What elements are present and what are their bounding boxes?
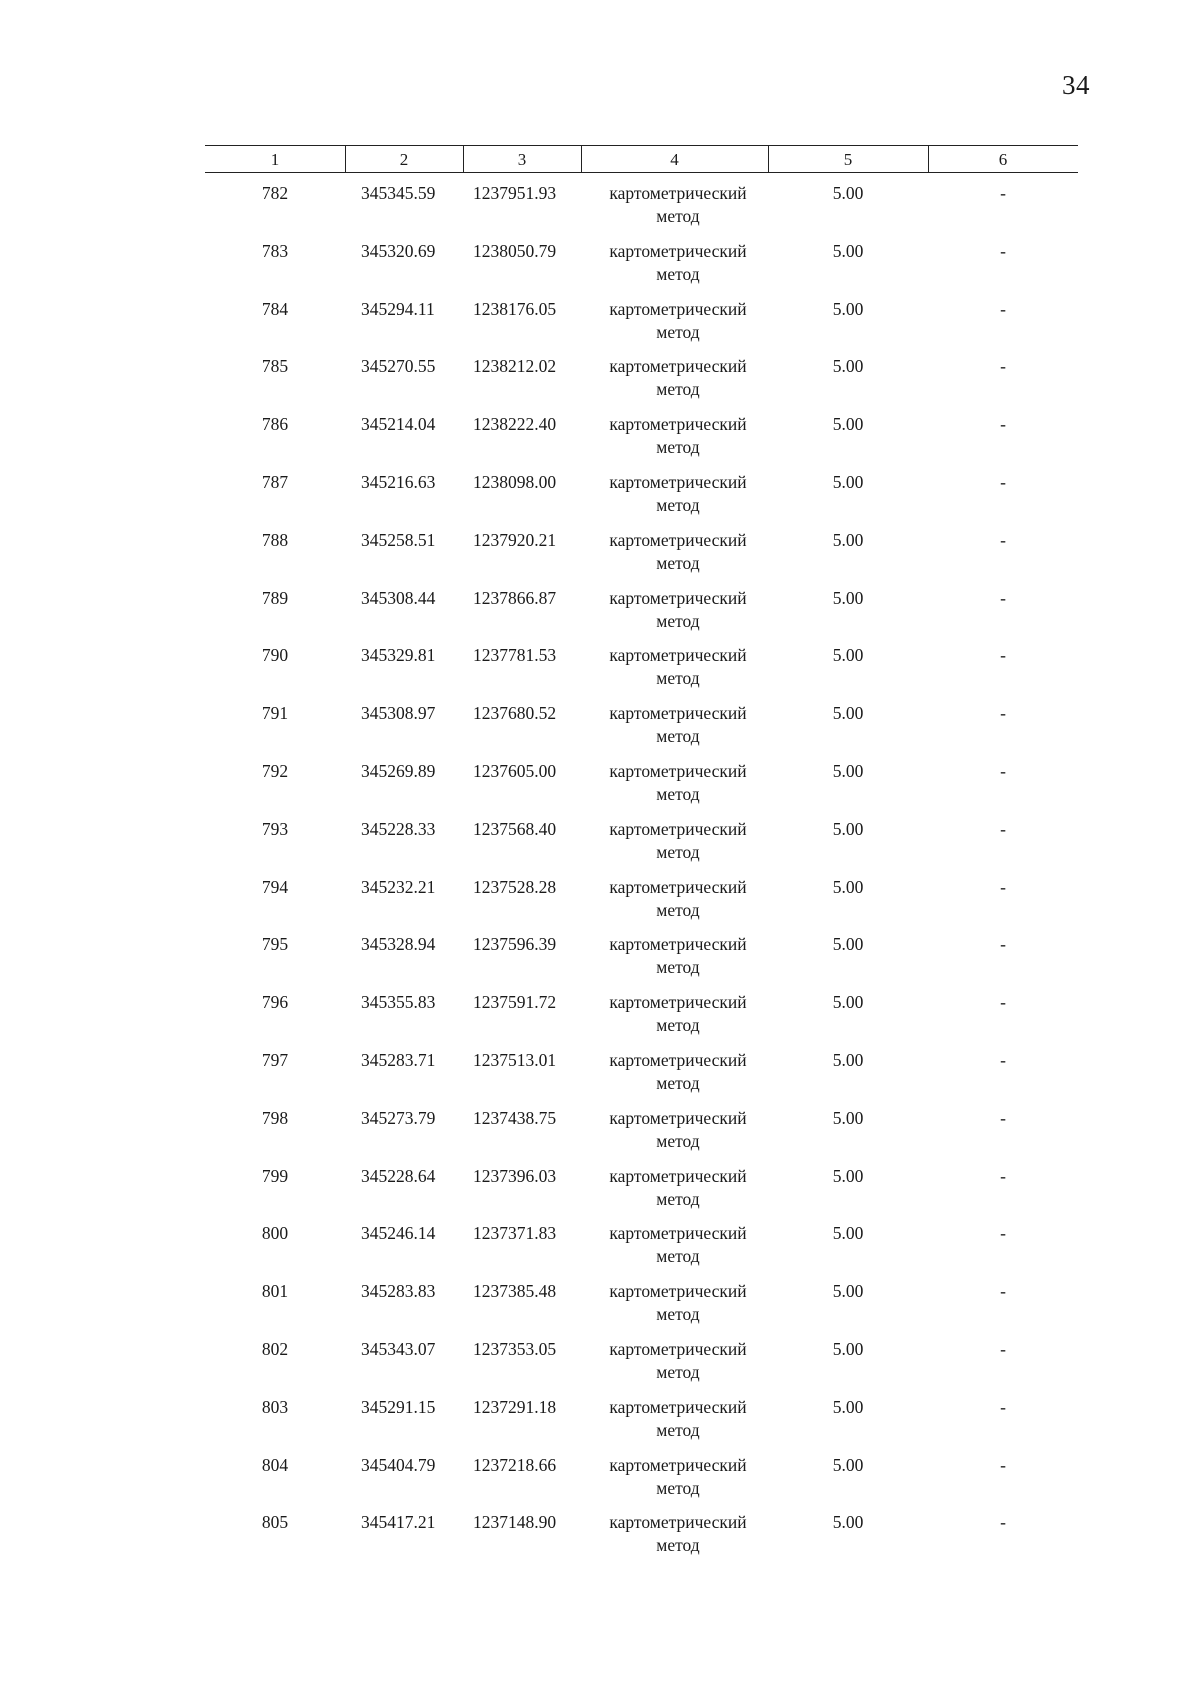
table-row bbox=[205, 1338, 1078, 1396]
method-cell bbox=[593, 587, 763, 633]
coordinate-x: 345329.81 bbox=[361, 645, 436, 666]
accuracy-value: 5.00 bbox=[832, 529, 864, 550]
method-line-2: метод bbox=[656, 1130, 700, 1151]
point-number: 783 bbox=[261, 240, 289, 261]
method-cell bbox=[593, 1107, 763, 1153]
coordinate-y: 1237591.72 bbox=[473, 992, 557, 1013]
note-cell: - bbox=[1000, 240, 1006, 261]
coordinate-x: 345308.97 bbox=[361, 703, 436, 724]
point-number: 787 bbox=[261, 471, 289, 492]
accuracy-value: 5.00 bbox=[832, 356, 864, 377]
table-row bbox=[205, 587, 1078, 645]
table-row bbox=[205, 1222, 1078, 1280]
coordinate-y: 1237920.21 bbox=[473, 529, 557, 550]
coordinate-x: 345283.71 bbox=[361, 1049, 436, 1070]
coordinate-x: 345320.69 bbox=[361, 240, 436, 261]
point-number: 803 bbox=[261, 1396, 289, 1417]
accuracy-value: 5.00 bbox=[832, 1281, 864, 1302]
coordinate-y: 1237596.39 bbox=[473, 934, 557, 955]
coordinate-x: 345355.83 bbox=[361, 992, 436, 1013]
coordinate-y: 1237218.66 bbox=[473, 1454, 557, 1475]
method-line-2: метод bbox=[656, 726, 700, 747]
coordinate-y: 1238222.40 bbox=[473, 414, 557, 435]
note-cell: - bbox=[1000, 1338, 1006, 1359]
accuracy-value: 5.00 bbox=[832, 703, 864, 724]
coordinate-x: 345214.04 bbox=[361, 414, 436, 435]
header-col-5: 5 bbox=[843, 150, 853, 169]
coordinate-y: 1237385.48 bbox=[473, 1281, 557, 1302]
accuracy-value: 5.00 bbox=[832, 1454, 864, 1475]
note-cell: - bbox=[1000, 645, 1006, 666]
note-cell: - bbox=[1000, 529, 1006, 550]
method-line-2: метод bbox=[656, 1246, 700, 1267]
method-line-2: метод bbox=[656, 321, 700, 342]
method-line-1: картометрический bbox=[609, 1396, 747, 1417]
method-line-2: метод bbox=[656, 437, 700, 458]
coordinate-x: 345283.83 bbox=[361, 1281, 436, 1302]
coordinate-y: 1237353.05 bbox=[473, 1338, 557, 1359]
accuracy-value: 5.00 bbox=[832, 1223, 864, 1244]
point-number: 790 bbox=[261, 645, 289, 666]
table-row bbox=[205, 933, 1078, 991]
method-cell bbox=[593, 702, 763, 748]
header-divider bbox=[463, 146, 464, 172]
method-line-2: метод bbox=[656, 841, 700, 862]
note-cell: - bbox=[1000, 1223, 1006, 1244]
header-col-2: 2 bbox=[399, 150, 409, 169]
note-cell: - bbox=[1000, 1107, 1006, 1128]
method-line-1: картометрический bbox=[609, 356, 747, 377]
point-number: 804 bbox=[261, 1454, 289, 1475]
table-row bbox=[205, 818, 1078, 876]
table-row bbox=[205, 1165, 1078, 1223]
coordinate-y: 1237438.75 bbox=[473, 1107, 557, 1128]
note-cell: - bbox=[1000, 1512, 1006, 1533]
coordinate-y: 1237148.90 bbox=[473, 1512, 557, 1533]
table-row bbox=[205, 182, 1078, 240]
method-line-2: метод bbox=[656, 263, 700, 284]
method-line-2: метод bbox=[656, 1304, 700, 1325]
method-line-2: метод bbox=[656, 957, 700, 978]
coordinate-x: 345343.07 bbox=[361, 1338, 436, 1359]
method-cell bbox=[593, 933, 763, 979]
method-cell bbox=[593, 298, 763, 344]
coordinate-y: 1237680.52 bbox=[473, 703, 557, 724]
method-line-1: картометрический bbox=[609, 818, 747, 839]
point-number: 788 bbox=[261, 529, 289, 550]
note-cell: - bbox=[1000, 471, 1006, 492]
table-row bbox=[205, 760, 1078, 818]
method-line-1: картометрический bbox=[609, 471, 747, 492]
coordinate-x: 345273.79 bbox=[361, 1107, 436, 1128]
coordinate-y: 1238050.79 bbox=[473, 240, 557, 261]
point-number: 789 bbox=[261, 587, 289, 608]
note-cell: - bbox=[1000, 1281, 1006, 1302]
coordinate-y: 1237371.83 bbox=[473, 1223, 557, 1244]
method-cell bbox=[593, 413, 763, 459]
method-line-2: метод bbox=[656, 206, 700, 226]
coordinate-x: 345308.44 bbox=[361, 587, 436, 608]
table-row bbox=[205, 1396, 1078, 1454]
header-divider bbox=[581, 146, 582, 172]
point-number: 792 bbox=[261, 760, 289, 781]
coordinate-x: 345232.21 bbox=[361, 876, 436, 897]
table-row bbox=[205, 991, 1078, 1049]
header-col-4: 4 bbox=[670, 150, 679, 169]
coordinate-x: 345328.94 bbox=[361, 934, 436, 955]
method-line-1: картометрический bbox=[609, 298, 747, 319]
note-cell: - bbox=[1000, 298, 1006, 319]
coordinate-x: 345345.59 bbox=[361, 183, 436, 203]
method-cell bbox=[593, 471, 763, 517]
method-line-2: метод bbox=[656, 1015, 700, 1036]
method-line-1: картометрический bbox=[609, 760, 747, 781]
coordinate-y: 1237605.00 bbox=[473, 760, 557, 781]
method-cell bbox=[593, 991, 763, 1037]
method-line-1: картометрический bbox=[609, 1338, 747, 1359]
coordinate-x: 345291.15 bbox=[361, 1396, 436, 1417]
note-cell: - bbox=[1000, 876, 1006, 897]
table-header-row bbox=[205, 145, 1078, 173]
note-cell: - bbox=[1000, 818, 1006, 839]
coordinate-x: 345246.14 bbox=[361, 1223, 436, 1244]
point-number: 782 bbox=[261, 183, 289, 203]
accuracy-value: 5.00 bbox=[832, 934, 864, 955]
method-line-2: метод bbox=[656, 1188, 700, 1209]
method-line-1: картометрический bbox=[609, 1223, 747, 1244]
method-cell bbox=[593, 1049, 763, 1095]
method-cell bbox=[593, 182, 763, 228]
method-line-2: метод bbox=[656, 1072, 700, 1093]
method-line-1: картометрический bbox=[609, 876, 747, 897]
method-cell bbox=[593, 876, 763, 922]
point-number: 801 bbox=[261, 1281, 289, 1302]
accuracy-value: 5.00 bbox=[832, 1107, 864, 1128]
method-cell bbox=[593, 1454, 763, 1500]
coordinate-y: 1237951.93 bbox=[473, 183, 557, 203]
coordinate-y: 1237866.87 bbox=[473, 587, 557, 608]
note-cell: - bbox=[1000, 1396, 1006, 1417]
accuracy-value: 5.00 bbox=[832, 876, 864, 897]
method-cell bbox=[593, 1222, 763, 1268]
method-line-1: картометрический bbox=[609, 1165, 747, 1186]
method-cell bbox=[593, 355, 763, 401]
accuracy-value: 5.00 bbox=[832, 240, 864, 261]
header-col-3: 3 bbox=[517, 150, 527, 169]
method-cell bbox=[593, 1338, 763, 1384]
coordinate-x: 345216.63 bbox=[361, 471, 436, 492]
table-row bbox=[205, 1107, 1078, 1165]
method-line-1: картометрический bbox=[609, 240, 747, 261]
method-line-2: метод bbox=[656, 552, 700, 573]
point-number: 796 bbox=[261, 992, 289, 1013]
point-number: 785 bbox=[261, 356, 289, 377]
method-line-2: метод bbox=[656, 1535, 700, 1556]
note-cell: - bbox=[1000, 1049, 1006, 1070]
coordinate-y: 1238098.00 bbox=[473, 471, 557, 492]
table-row bbox=[205, 644, 1078, 702]
header-col-6: 6 bbox=[998, 150, 1008, 169]
method-line-2: метод bbox=[656, 379, 700, 400]
method-line-2: метод bbox=[656, 1361, 700, 1382]
table-row bbox=[205, 1454, 1078, 1512]
header-col-1: 1 bbox=[270, 150, 280, 169]
method-line-1: картометрический bbox=[609, 645, 747, 666]
point-number: 800 bbox=[261, 1223, 289, 1244]
method-cell bbox=[593, 644, 763, 690]
coordinate-y: 1238212.02 bbox=[473, 356, 557, 377]
method-cell bbox=[593, 760, 763, 806]
method-cell bbox=[593, 529, 763, 575]
note-cell: - bbox=[1000, 356, 1006, 377]
table-row bbox=[205, 471, 1078, 529]
accuracy-value: 5.00 bbox=[832, 818, 864, 839]
note-cell: - bbox=[1000, 183, 1006, 203]
method-line-2: метод bbox=[656, 668, 700, 689]
coordinate-x: 345258.51 bbox=[361, 529, 436, 550]
table-row bbox=[205, 1511, 1078, 1569]
method-line-1: картометрический bbox=[609, 1454, 747, 1475]
coordinate-x: 345417.21 bbox=[361, 1512, 436, 1533]
method-line-2: метод bbox=[656, 1419, 700, 1440]
accuracy-value: 5.00 bbox=[832, 183, 864, 203]
accuracy-value: 5.00 bbox=[832, 1165, 864, 1186]
table-row bbox=[205, 529, 1078, 587]
note-cell: - bbox=[1000, 1165, 1006, 1186]
table-row bbox=[205, 355, 1078, 413]
method-line-1: картометрический bbox=[609, 414, 747, 435]
table-row bbox=[205, 1280, 1078, 1338]
coordinate-y: 1237396.03 bbox=[473, 1165, 557, 1186]
method-line-1: картометрический bbox=[609, 703, 747, 724]
header-divider bbox=[928, 146, 929, 172]
point-number: 802 bbox=[261, 1338, 289, 1359]
method-cell bbox=[593, 240, 763, 286]
coordinate-y: 1237781.53 bbox=[473, 645, 557, 666]
point-number: 799 bbox=[261, 1165, 289, 1186]
coordinate-y: 1238176.05 bbox=[473, 298, 557, 319]
method-line-1: картометрический bbox=[609, 529, 747, 550]
note-cell: - bbox=[1000, 1454, 1006, 1475]
coordinate-x: 345228.33 bbox=[361, 818, 436, 839]
method-cell bbox=[593, 1280, 763, 1326]
coordinates-table bbox=[205, 145, 1078, 1556]
method-line-1: картометрический bbox=[609, 183, 747, 203]
point-number: 797 bbox=[261, 1049, 289, 1070]
accuracy-value: 5.00 bbox=[832, 471, 864, 492]
method-line-1: картометрический bbox=[609, 992, 747, 1013]
table-row bbox=[205, 1049, 1078, 1107]
accuracy-value: 5.00 bbox=[832, 760, 864, 781]
accuracy-value: 5.00 bbox=[832, 587, 864, 608]
accuracy-value: 5.00 bbox=[832, 414, 864, 435]
point-number: 793 bbox=[261, 818, 289, 839]
note-cell: - bbox=[1000, 760, 1006, 781]
method-line-1: картометрический bbox=[609, 587, 747, 608]
point-number: 784 bbox=[261, 298, 289, 319]
point-number: 795 bbox=[261, 934, 289, 955]
coordinate-y: 1237513.01 bbox=[473, 1049, 557, 1070]
note-cell: - bbox=[1000, 587, 1006, 608]
table-row bbox=[205, 240, 1078, 298]
note-cell: - bbox=[1000, 703, 1006, 724]
method-cell bbox=[593, 1511, 763, 1557]
method-cell bbox=[593, 1396, 763, 1442]
point-number: 798 bbox=[261, 1107, 289, 1128]
point-number: 786 bbox=[261, 414, 289, 435]
accuracy-value: 5.00 bbox=[832, 1049, 864, 1070]
coordinate-x: 345269.89 bbox=[361, 760, 436, 781]
table-row bbox=[205, 413, 1078, 471]
method-line-2: метод bbox=[656, 610, 700, 631]
method-line-1: картометрический bbox=[609, 1049, 747, 1070]
method-line-1: картометрический bbox=[609, 1281, 747, 1302]
page-number: 34 bbox=[1062, 70, 1090, 100]
header-divider bbox=[345, 146, 346, 172]
method-line-1: картометрический bbox=[609, 1512, 747, 1533]
method-line-2: метод bbox=[656, 899, 700, 920]
table-row bbox=[205, 298, 1078, 356]
point-number: 794 bbox=[261, 876, 289, 897]
coordinate-x: 345270.55 bbox=[361, 356, 436, 377]
method-line-1: картометрический bbox=[609, 934, 747, 955]
coordinate-x: 345294.11 bbox=[361, 298, 435, 319]
note-cell: - bbox=[1000, 934, 1006, 955]
accuracy-value: 5.00 bbox=[832, 645, 864, 666]
coordinate-y: 1237528.28 bbox=[473, 876, 557, 897]
header-divider bbox=[768, 146, 769, 172]
table-row bbox=[205, 876, 1078, 934]
method-cell bbox=[593, 818, 763, 864]
method-line-2: метод bbox=[656, 783, 700, 804]
accuracy-value: 5.00 bbox=[832, 1512, 864, 1533]
method-line-2: метод bbox=[656, 1477, 700, 1498]
note-cell: - bbox=[1000, 992, 1006, 1013]
point-number: 805 bbox=[261, 1512, 289, 1533]
coordinate-x: 345228.64 bbox=[361, 1165, 436, 1186]
coordinate-y: 1237291.18 bbox=[473, 1396, 557, 1417]
accuracy-value: 5.00 bbox=[832, 298, 864, 319]
table-body bbox=[205, 182, 1078, 1569]
note-cell: - bbox=[1000, 414, 1006, 435]
coordinate-x: 345404.79 bbox=[361, 1454, 436, 1475]
accuracy-value: 5.00 bbox=[832, 1396, 864, 1417]
table-row bbox=[205, 702, 1078, 760]
accuracy-value: 5.00 bbox=[832, 992, 864, 1013]
coordinate-y: 1237568.40 bbox=[473, 818, 557, 839]
point-number: 791 bbox=[261, 703, 289, 724]
accuracy-value: 5.00 bbox=[832, 1338, 864, 1359]
method-line-2: метод bbox=[656, 494, 700, 515]
method-cell bbox=[593, 1165, 763, 1211]
method-line-1: картометрический bbox=[609, 1107, 747, 1128]
